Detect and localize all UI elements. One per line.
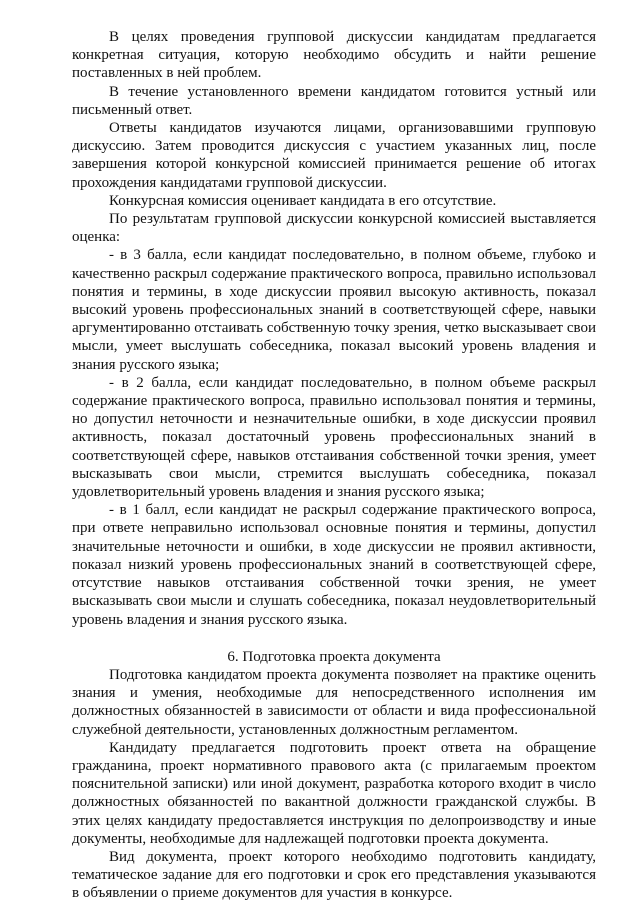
paragraph-assessment-intro: По результатам групповой дискуссии конкурсной комиссией выставляется оценка:: [72, 211, 596, 246]
paragraph-score-3: - в 3 балла, если кандидат последовательно, в полном объеме, глубоко и качественно раскрыл содержание практического вопроса, правильно использовал понятия и термины, в ходе дискуссии проявил высокую активность, показал высокий уровень профессиональных знаний в соответствующей сфере, навыки аргументированно отстаивать собственную точку зрения, четко высказывает свои мысли, умеет выслушать собеседника, показал высокий уровень владения и знания русского языка;: [72, 247, 596, 373]
paragraph-discussion-situation: В целях проведения групповой дискуссии кандидатам предлагается конкретная ситуация, которую необходимо обсудить и найти решение поставленных в ней проблем.: [72, 29, 596, 82]
paragraph-answer-preparation: В течение установленного времени кандидатом готовится устный или письменный ответ.: [72, 83, 596, 118]
paragraph-document-task: Кандидату предлагается подготовить проект ответа на обращение гражданина, проект нормативного правового акта (с прилагаемым проектом пояснительной записки) или иной документ, разработка которого входит в число должностных обязанностей по вакантной должности гражданской службы. В этих целях кандидату предоставляется инструкция по делопроизводству и иные документы, необходимые для надлежащей подготовки проекта документа.: [72, 739, 596, 847]
paragraph-score-1: - в 1 балл, если кандидат не раскрыл содержание практического вопроса, при ответе неправильно использовал основные понятия и термины, допустил значительные неточности и ошибки, в ходе дискуссии не проявил активности, показал низкий уровень профессиональных знаний в соответствующей сфере, отсутствие навыков отстаивания собственной точки зрения, не умеет высказывать свои мысли и слушать собеседника, показал неудовлетворительный уровень владения и знания русского языка.: [72, 502, 596, 628]
section-heading: 6. Подготовка проекта документа: [227, 648, 441, 665]
paragraph-document-type: Вид документа, проект которого необходимо подготовить кандидату, тематическое задание для его подготовки и срок его представления указываются в объявлении о приеме документов для участия в конкурсе.: [72, 848, 596, 902]
paragraph-assessment-absence: Конкурсная комиссия оценивает кандидата в его отсутствие.: [109, 192, 497, 209]
document-page: [72, 28, 596, 903]
paragraph-document-purpose: Подготовка кандидатом проекта документа позволяет на практике оценить знания и умения, необходимые для непосредственного исполнения им должностных обязанностей в зависимости от области и вида профессиональной служебной деятельности, установленных должностным регламентом.: [72, 666, 596, 738]
paragraph-score-2: - в 2 балла, если кандидат последовательно, в полном объеме раскрыл содержание практического вопроса, правильно использовал понятия и термины, но допустил неточности и незначительные ошибки, в ходе дискуссии проявил активность, показал достаточный уровень профессиональных знаний в соответствующей сфере, навыков отстаивания собственной точки зрения, умеет высказывать свои мысли, стремится выслушать собеседника, показал удовлетворительный уровень владения и знания русского языка;: [72, 374, 596, 501]
paragraph-answers-review: Ответы кандидатов изучаются лицами, организовавшими групповую дискуссию. Затем проводится дискуссия с участием указанных лиц, после завершения которой конкурсной комиссией принимается решение об итогах прохождения кандидатами групповой дискуссии.: [72, 120, 596, 191]
